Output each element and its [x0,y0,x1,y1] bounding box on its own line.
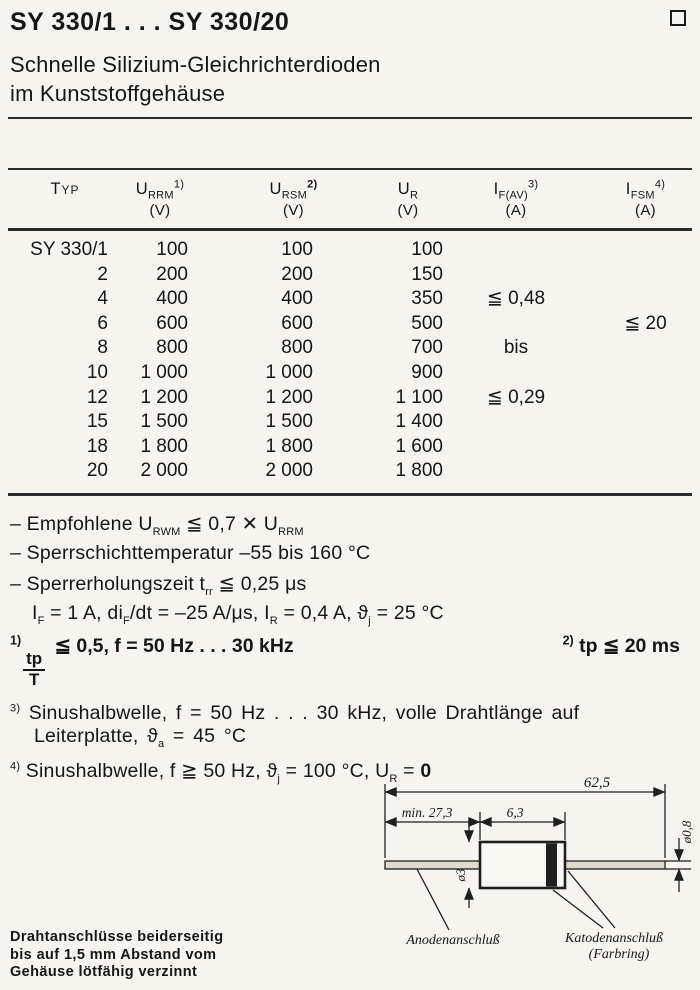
table-row [8,263,692,288]
anode-lead [385,861,480,869]
cell-ifsm [581,410,700,435]
cell-ursm: 2 000 [265,460,313,482]
fraction-tp-over-T [23,650,45,689]
cell-ursm: 200 [281,263,313,285]
cell-ur: 1 400 [395,411,443,433]
table-row [8,312,692,337]
col-header-ifsm [581,180,700,219]
cell-ursm: 1 800 [265,435,313,457]
header-sub: FSM [630,189,655,202]
cell-ifav: bis [503,337,529,359]
footnote-3-line-2: Leiterplatte, $ϑ_a = 45$ °C [34,725,247,751]
cell-ur: 100 [411,239,443,260]
table-row [8,361,692,386]
page-title: SY 330/1 . . . SY 330/20 [10,8,290,36]
solder-note-line-2: bis auf 1,5 mm Abstand vom [10,946,217,963]
header-unit: (A) [505,202,527,219]
corner-square-mark [670,10,686,26]
cell-ifav [456,459,576,484]
cathode-label-farbring: (Farbring) [588,947,650,962]
cell-typ: 4 [97,288,108,310]
header-name: Typ [50,180,80,198]
col-header-ifav [456,180,576,219]
footnote-2 [563,634,680,658]
table-body [8,231,692,493]
subtitle-line-1: Schnelle Silizium-Gleichrichterdioden [10,52,381,77]
cell-ifsm [581,336,700,361]
footnote-1-marker: 1) [10,633,22,648]
subtitle-rule [8,117,692,119]
footnote-3-marker: 3) [10,702,21,715]
cell-typ: SY 330/1 [30,239,108,260]
cell-ur: 1 100 [395,386,443,408]
footnote-row [10,634,692,689]
header-sup: 4) [654,178,666,191]
cell-ifav [456,410,576,435]
footnote-2-text: tp ≦ 20 ms [573,635,680,658]
cell-typ: 6 [97,312,108,334]
cathode-lead [565,861,665,869]
cell-ifav [456,238,576,263]
solder-note [10,929,223,982]
dim-label-body-length: 6,3 [506,805,524,820]
header-name: I [493,180,499,198]
fraction-numerator: tp [23,650,45,671]
header-name: U [269,180,282,198]
fraction-denominator: T [28,670,40,690]
cell-ifsm [581,238,700,263]
cell-ursm: 400 [281,288,313,310]
cell-urrm: 1 500 [140,411,188,433]
cell-ur: 1 800 [395,460,443,482]
cell-ifav: ≦ 0,48 [486,288,546,310]
cell-ursm: 100 [281,239,313,260]
col-header-ur [343,180,473,219]
page-subtitle [8,50,692,108]
footnote-3-text: Sinushalbwelle, f = 50 Hz . . . 30 kHz, volle Drahtlänge auf [20,702,580,725]
cell-urrm: 200 [156,263,188,285]
col-header-urrm [120,180,200,219]
header-sub: F(AV) [498,189,528,202]
header-sup: 1) [173,178,185,191]
header-name: U [397,180,410,198]
cell-ur: 500 [411,312,443,334]
cell-ifsm [581,459,700,484]
cell-ur: 1 600 [395,435,443,457]
cell-ifsm [581,287,700,312]
cell-typ: 12 [86,386,108,408]
cell-ifsm [581,435,700,460]
cell-ursm: 1 200 [265,386,313,408]
cell-ifsm [581,361,700,386]
header-sub: RRM [147,189,174,202]
dim-label-body-diameter: ø3 [453,868,468,882]
cell-typ: 8 [97,337,108,359]
notes-section [8,512,692,786]
cathode-label: Katodenanschluß [565,931,663,946]
note-reverse-recovery: – Sperrerholungszeit $t_{rr}$ ≦ 0,25 μs [10,572,307,598]
header-sub: RSM [281,189,308,202]
dim-label-overall: 62,5 [583,775,611,791]
table-row [8,238,692,263]
cell-ifav [456,312,576,337]
footnote-2-marker: 2) [562,633,574,648]
note-junction-temperature: – Sperrschichttemperatur –55 bis 160 °C [10,542,371,565]
cell-ifsm [581,386,700,411]
header-sup: 3) [527,178,539,191]
cell-ifav: ≦ 0,29 [486,386,546,408]
cell-urrm: 1 200 [140,386,188,408]
package-outline-drawing [365,772,697,984]
table-row [8,386,692,411]
cell-ursm: 1 500 [265,411,313,433]
subtitle-line-2: im Kunststoffgehäuse [10,81,226,106]
cell-urrm: 2 000 [140,460,188,482]
table-row [8,435,692,460]
cell-ur: 900 [411,361,443,383]
header-name: U [135,180,148,198]
cell-urrm: 1 800 [140,435,188,457]
footnote-1 [10,634,294,689]
cell-typ: 20 [86,460,108,482]
table-row [8,287,692,312]
cell-urrm: 400 [156,288,188,310]
footnote-4-text: Sinushalbwelle, f ≧ 50 Hz, $ϑ_j = 100$ °C, $U_R = 0$ [20,760,432,786]
dim-label-lead-length: min. 27,3 [401,805,453,820]
table-header-row [8,170,692,231]
cell-ur: 350 [411,288,443,310]
cell-ifav [456,435,576,460]
solder-note-line-1: Drahtanschlüsse beiderseitig [10,929,224,945]
leader-line-cathode-band [553,890,603,928]
cell-ifsm: ≦ 20 [624,312,667,334]
ratings-table [8,168,692,496]
cell-ur: 150 [411,263,443,285]
table-row [8,336,692,361]
solder-note-line-3: Gehäuse lötfähig verzinnt [10,964,198,980]
table-row [8,410,692,435]
cell-ifav [456,263,576,288]
header-unit: (V) [149,202,171,219]
header-unit: (V) [397,202,419,219]
note-urwm: – Empfohlene $U_{RWM}$ ≦ 0,7 ✕ $U_{RRM}$ [10,512,304,538]
cell-urrm: 800 [156,337,188,359]
cell-ifsm [581,263,700,288]
cell-ur: 700 [411,337,443,359]
header-name: I [625,180,631,198]
col-header-ursm [231,180,356,219]
header-unit: (A) [635,202,656,219]
anode-label: Anodenanschluß [406,933,500,948]
dim-label-lead-diameter: ø0,8 [679,820,694,844]
cell-typ: 18 [86,435,108,457]
cell-ursm: 1 000 [265,361,313,383]
footnote-3-line-1 [10,702,692,725]
footnote-3 [10,702,692,751]
cell-urrm: 100 [156,239,188,260]
cell-ursm: 800 [281,337,313,359]
cell-urrm: 1 000 [140,361,188,383]
footnote-4-marker: 4) [10,760,21,773]
cell-urrm: 600 [156,312,188,334]
package-drawing-svg [365,772,697,984]
cell-typ: 10 [86,361,108,383]
leader-line-anode [417,869,449,930]
cell-typ: 15 [86,411,108,433]
cell-ursm: 600 [281,312,313,334]
table-row [8,459,692,484]
header-sub: R [409,189,419,202]
cathode-band [546,844,557,887]
col-header-typ [15,180,115,219]
header-sup: 2) [307,178,318,191]
cell-typ: 2 [97,263,108,285]
footnote-1-text: ≦ 0,5, f = 50 Hz . . . 30 kHz [49,635,294,658]
cell-ifav [456,361,576,386]
note-test-conditions: $I_F = 1$ A, $di_F/dt = -25$ A/μs, $I_R = 0,4$ A, $ϑ_j = 25$ °C [32,602,444,628]
header-unit: (V) [283,202,304,219]
